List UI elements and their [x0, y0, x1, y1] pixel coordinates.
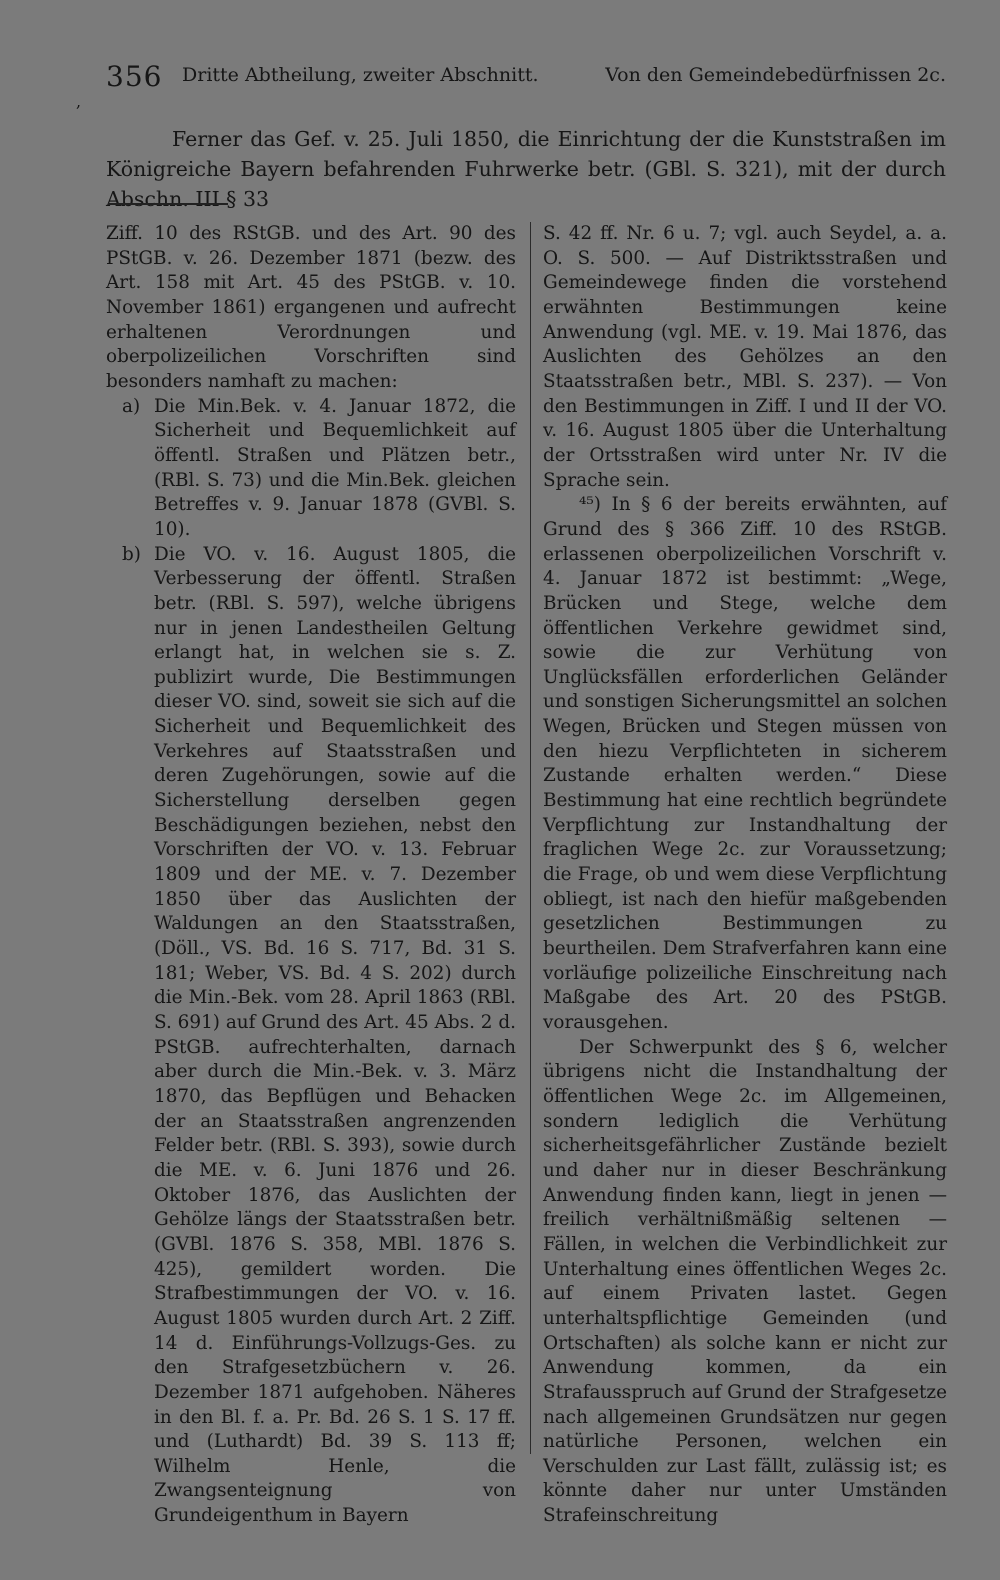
left-column-lead: Ziff. 10 des RStGB. und des Art. 90 des PStGB. v. 26. Dezember 1871 (bezw. des Art. 158 mit Art. 45 des PStGB. v. 10. November 1861) ergangenen und aufrecht erhaltenen Verordnungen und oberpolizeilichen Vorschriften sind besonders namhaft zu machen: — [106, 223, 516, 392]
list-item-a — [106, 395, 516, 543]
left-column — [106, 222, 516, 1529]
intro-paragraph: Ferner das Gef. v. 25. Juli 1850, die Einrichtung der die Kunststraßen im Königreiche Bayern befahrenden Fuhrwerke betr. (GBl. S. 321), mit der durch Abschn. III § 33 — [106, 127, 946, 211]
page-header — [106, 60, 946, 100]
page-number: 356 — [106, 60, 163, 93]
running-head-right: Von den Gemeindebedürfnissen 2c. — [605, 64, 946, 86]
list-marker-a: a) — [122, 395, 141, 417]
right-column-continuation: S. 42 ff. Nr. 6 u. 7; vgl. auch Seydel, a. a. O. S. 500. — Auf Distriktsstraßen und Gemeindewege finden die vorstehend erwähnten Bestimmungen keine Anwendung (vgl. ME. v. 19. Mai 1876, das Auslichten des Gehölzes an den Staatsstraßen betr., MBl. S. 237). — Von den Bestimmungen in Ziff. I und II der VO. v. 16. August 1805 über die Unterhaltung der Ortsstraßen wird unter Nr. IV die Sprache sein. — [543, 223, 947, 491]
footnote-45: ⁴⁵) In § 6 der bereits erwähnten, auf Grund des § 366 Ziff. 10 des RStGB. erlassenen oberpolizeilichen Vorschrift v. 4. Januar 1872 ist bestimmt: „Wege, Brücken und Stege, welche dem öffentlichen Verkehre gewidmet sind, sowie die zur Verhütung von Unglücksfällen erforderlichen Geländer und sonstigen Sicherungsmittel an solchen Wegen, Brücken und Stegen müssen von den hiezu Verpflichteten in sicherem Zustande erhalten werden.“ Diese Bestimmung hat eine rechtlich begründete Verpflichtung zur Instandhaltung der fraglichen Wege 2c. zur Voraussetzung; die Frage, ob und wem diese Verpflichtung obliegt, ist nach den hiefür maßgebenden gesetzlichen Bestimmungen zu beurtheilen. Dem Strafverfahren kann eine vorläufige polizeiliche Einschreitung nach Maßgabe des Art. 20 des PStGB. vorausgehen. — [543, 494, 947, 1033]
column-divider — [530, 222, 531, 1454]
scan-speck: , — [76, 92, 82, 111]
right-column-paragraph: Der Schwerpunkt des § 6, welcher übrigens nicht die Instandhaltung der öffentlichen Wege 2c. im Allgemeinen, sondern lediglich die Verhütung sicherheitsgefährlicher Zustände bezielt und daher nur in dieser Beschränkung Anwendung finden kann, liegt in jenen — freilich verhältnißmäßig seltenen — Fällen, in welchen die Verbindlichkeit zur Unterhaltung eines öffentlichen Weges 2c. auf einem Privaten lastet. Gegen unterhaltspflichtige Gemeinden (und Ortschaften) als solche kann er nicht zur Anwendung kommen, da ein Strafausspruch auf Grund der Strafgesetze nach allgemeinen Grundsätzen nur gegen natürliche Personen, welchen ein Verschulden zur Last fällt, zulässig ist; es könnte daher nur unter Umständen Strafeinschreitung — [543, 1036, 947, 1527]
running-head: Dritte Abtheilung, zweiter Abschnitt. — [182, 64, 539, 86]
list-item-b — [106, 543, 516, 1529]
list-item-b-text: Die VO. v. 16. August 1805, die Verbesserung der öffentl. Straßen betr. (RBl. S. 597), welche übrigens nur in jenen Landestheilen Geltung erlangt hat, in welchen sie s. Z. publizirt wurde, Die Bestimmungen dieser VO. sind, soweit sie sich auf die Sicherheit und Bequemlichkeit des Verkehres auf Staatsstraßen und deren Zugehörungen, sowie auf die Sicherstellung derselben gegen Beschädigungen beziehen, nebst den Vorschriften der VO. v. 13. Februar 1809 und der ME. v. 7. Dezember 1850 über das Auslichten der Waldungen an den Staatsstraßen, (Döll., VS. Bd. 16 S. 717, Bd. 31 S. 181; Weber, VS. Bd. 4 S. 202) durch die Min.-Bek. vom 28. April 1863 (RBl. S. 691) auf Grund des Art. 45 Abs. 2 d. PStGB. aufrechterhalten, darnach aber durch die Min.-Bek. v. 3. März 1870, das Bepflügen und Behacken der an Staatsstraßen angrenzenden Felder betr. (RBl. S. 393), sowie durch die ME. v. 6. Juni 1876 und 26. Oktober 1876, das Auslichten der Gehölze längs der Staatsstraßen betr. (GVBl. 1876 S. 358, MBl. 1876 S. 425), gemildert worden. Die Strafbestimmungen der VO. v. 16. August 1805 wurden durch Art. 2 Ziff. 14 d. Einführungs-Vollzugs-Ges. zu den Strafgesetzbüchern v. 26. Dezember 1871 aufgehoben. Näheres in den Bl. f. a. Pr. Bd. 26 S. 1 S. 17 ff. und (Luthardt) Bd. 39 S. 113 ff; Wilhelm Henle, die Zwangsenteignung von Grundeigenthum in Bayern — [154, 543, 516, 1527]
intro-paragraph-block — [106, 124, 946, 214]
list-item-a-text: Die Min.Bek. v. 4. Januar 1872, die Sicherheit und Bequemlichkeit auf öffentl. Straßen und Plätzen betr., (RBl. S. 73) und die Min.Bek. gleichen Betreffes v. 9. Januar 1878 (GVBl. S. 10). — [154, 395, 516, 540]
footnote-rule — [108, 203, 228, 205]
list-marker-b: b) — [122, 543, 141, 565]
right-column — [543, 222, 947, 1529]
